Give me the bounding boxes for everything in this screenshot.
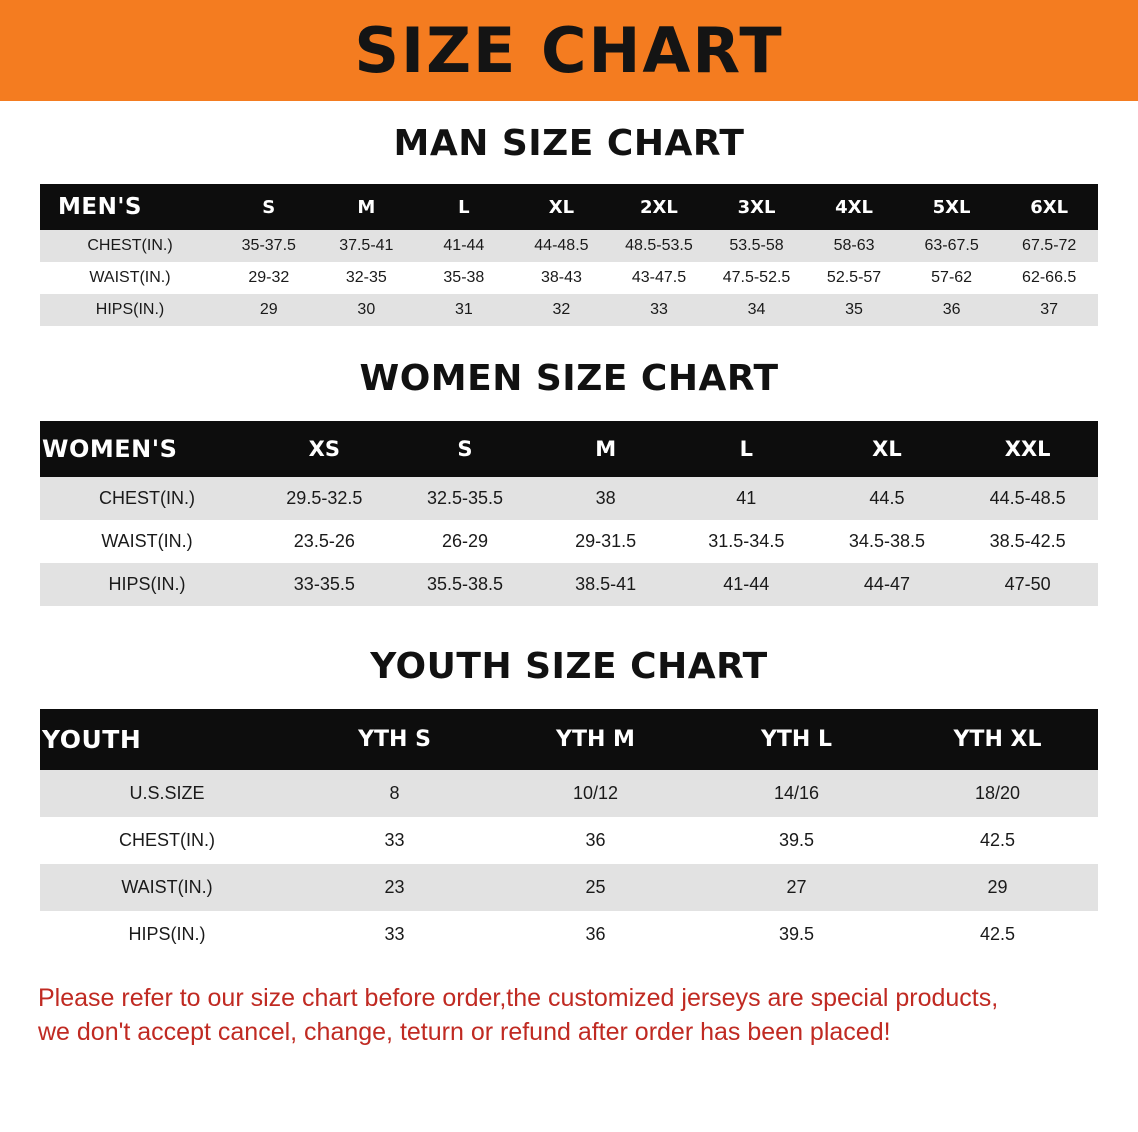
man-row-0-cell-2: 41-44	[415, 230, 513, 262]
women-header-cell-6: XXL	[957, 421, 1098, 477]
women-row-1-cell-3: 31.5-34.5	[676, 520, 817, 563]
youth-row-3-cell-1: 36	[495, 911, 696, 958]
page-title: SIZE CHART	[354, 13, 784, 87]
women-row-2-cell-3: 41-44	[676, 563, 817, 606]
man-section-title: MAN SIZE CHART	[393, 123, 745, 164]
youth-section-title: YOUTH SIZE CHART	[370, 646, 768, 687]
youth-header-cell-4: YTH XL	[897, 709, 1098, 770]
man-row-2-cell-0: 29	[220, 294, 318, 326]
youth-table-head	[40, 709, 1098, 770]
women-row-1-cell-4: 34.5-38.5	[817, 520, 958, 563]
header-banner	[0, 0, 1138, 101]
youth-row-2-label: WAIST(IN.)	[40, 864, 294, 911]
women-row-1-cell-2: 29-31.5	[535, 520, 676, 563]
women-size-table	[40, 421, 1098, 606]
women-header-cell-1: XS	[254, 421, 395, 477]
man-table-wrap	[40, 184, 1098, 326]
man-row-0-cell-0: 35-37.5	[220, 230, 318, 262]
man-row-1-cell-5: 47.5-52.5	[708, 262, 806, 294]
women-row-1-cell-1: 26-29	[395, 520, 536, 563]
women-row-0-label: CHEST(IN.)	[40, 477, 254, 520]
man-row-0-cell-5: 53.5-58	[708, 230, 806, 262]
man-header-cell-2: M	[318, 184, 416, 230]
youth-size-table	[40, 709, 1098, 958]
man-row-2-cell-3: 32	[513, 294, 611, 326]
women-header-cell-5: XL	[817, 421, 958, 477]
table-row	[40, 817, 1098, 864]
man-row-1-cell-8: 62-66.5	[1000, 262, 1098, 294]
man-row-0-cell-6: 58-63	[805, 230, 903, 262]
youth-header-row	[40, 709, 1098, 770]
table-row	[40, 294, 1098, 326]
women-row-0-cell-2: 38	[535, 477, 676, 520]
women-header-cell-3: M	[535, 421, 676, 477]
youth-row-1-cell-1: 36	[495, 817, 696, 864]
women-row-0-cell-1: 32.5-35.5	[395, 477, 536, 520]
man-table-body	[40, 230, 1098, 326]
man-row-1-cell-6: 52.5-57	[805, 262, 903, 294]
man-size-table	[40, 184, 1098, 326]
man-header-cell-0: MEN'S	[40, 184, 220, 230]
man-row-0-label: CHEST(IN.)	[40, 230, 220, 262]
table-row	[40, 770, 1098, 817]
man-header-cell-7: 4XL	[805, 184, 903, 230]
table-row	[40, 262, 1098, 294]
man-row-1-cell-1: 32-35	[318, 262, 416, 294]
youth-row-1-cell-3: 42.5	[897, 817, 1098, 864]
man-header-cell-8: 5XL	[903, 184, 1001, 230]
women-section-title: WOMEN SIZE CHART	[359, 358, 779, 399]
table-row	[40, 230, 1098, 262]
women-row-2-cell-1: 35.5-38.5	[395, 563, 536, 606]
man-header-cell-3: L	[415, 184, 513, 230]
women-row-0-cell-5: 44.5-48.5	[957, 477, 1098, 520]
youth-row-2-cell-1: 25	[495, 864, 696, 911]
youth-row-2-cell-0: 23	[294, 864, 495, 911]
man-row-1-cell-0: 29-32	[220, 262, 318, 294]
man-row-2-cell-1: 30	[318, 294, 416, 326]
women-row-1-label: WAIST(IN.)	[40, 520, 254, 563]
women-row-2-cell-5: 47-50	[957, 563, 1098, 606]
man-row-2-cell-7: 36	[903, 294, 1001, 326]
women-header-cell-2: S	[395, 421, 536, 477]
man-row-2-cell-2: 31	[415, 294, 513, 326]
table-row	[40, 864, 1098, 911]
women-row-2-cell-0: 33-35.5	[254, 563, 395, 606]
man-row-2-label: HIPS(IN.)	[40, 294, 220, 326]
youth-row-0-cell-1: 10/12	[495, 770, 696, 817]
youth-table-body	[40, 770, 1098, 958]
youth-header-cell-2: YTH M	[495, 709, 696, 770]
man-header-cell-6: 3XL	[708, 184, 806, 230]
table-row	[40, 477, 1098, 520]
women-row-0-cell-4: 44.5	[817, 477, 958, 520]
man-row-1-cell-3: 38-43	[513, 262, 611, 294]
youth-row-0-cell-0: 8	[294, 770, 495, 817]
youth-header-cell-1: YTH S	[294, 709, 495, 770]
women-table-wrap	[40, 421, 1098, 606]
youth-row-1-label: CHEST(IN.)	[40, 817, 294, 864]
youth-row-0-label: U.S.SIZE	[40, 770, 294, 817]
youth-row-1-cell-2: 39.5	[696, 817, 897, 864]
man-header-cell-4: XL	[513, 184, 611, 230]
women-row-0-cell-0: 29.5-32.5	[254, 477, 395, 520]
man-header-cell-9: 6XL	[1000, 184, 1098, 230]
women-row-2-label: HIPS(IN.)	[40, 563, 254, 606]
table-row	[40, 563, 1098, 606]
table-row	[40, 911, 1098, 958]
women-row-0-cell-3: 41	[676, 477, 817, 520]
man-row-0-cell-4: 48.5-53.5	[610, 230, 708, 262]
man-row-2-cell-6: 35	[805, 294, 903, 326]
table-row	[40, 520, 1098, 563]
man-row-2-cell-8: 37	[1000, 294, 1098, 326]
women-row-1-cell-0: 23.5-26	[254, 520, 395, 563]
man-table-head	[40, 184, 1098, 230]
youth-row-2-cell-3: 29	[897, 864, 1098, 911]
man-row-2-cell-5: 34	[708, 294, 806, 326]
disclaimer-line-1: Please refer to our size chart before order,the customized jerseys are special products,	[38, 984, 999, 1012]
youth-row-3-label: HIPS(IN.)	[40, 911, 294, 958]
man-row-2-cell-4: 33	[610, 294, 708, 326]
youth-row-3-cell-0: 33	[294, 911, 495, 958]
man-row-1-cell-2: 35-38	[415, 262, 513, 294]
youth-row-3-cell-2: 39.5	[696, 911, 897, 958]
man-header-cell-5: 2XL	[610, 184, 708, 230]
man-row-0-cell-7: 63-67.5	[903, 230, 1001, 262]
youth-header-cell-0: YOUTH	[40, 709, 294, 770]
youth-row-0-cell-2: 14/16	[696, 770, 897, 817]
youth-table-wrap	[40, 709, 1098, 958]
man-row-1-label: WAIST(IN.)	[40, 262, 220, 294]
women-header-row	[40, 421, 1098, 477]
women-header-cell-4: L	[676, 421, 817, 477]
women-table-head	[40, 421, 1098, 477]
disclaimer-note	[38, 982, 1100, 1050]
women-table-body	[40, 477, 1098, 606]
youth-row-2-cell-2: 27	[696, 864, 897, 911]
disclaimer-line-2: we don't accept cancel, change, teturn or refund after order has been placed!	[38, 1017, 891, 1046]
women-row-2-cell-4: 44-47	[817, 563, 958, 606]
man-header-cell-1: S	[220, 184, 318, 230]
man-header-row	[40, 184, 1098, 230]
women-row-2-cell-2: 38.5-41	[535, 563, 676, 606]
women-header-cell-0: WOMEN'S	[40, 421, 254, 477]
man-row-1-cell-7: 57-62	[903, 262, 1001, 294]
youth-row-0-cell-3: 18/20	[897, 770, 1098, 817]
youth-row-3-cell-3: 42.5	[897, 911, 1098, 958]
man-row-1-cell-4: 43-47.5	[610, 262, 708, 294]
man-row-0-cell-3: 44-48.5	[513, 230, 611, 262]
youth-row-1-cell-0: 33	[294, 817, 495, 864]
man-row-0-cell-8: 67.5-72	[1000, 230, 1098, 262]
youth-header-cell-3: YTH L	[696, 709, 897, 770]
women-row-1-cell-5: 38.5-42.5	[957, 520, 1098, 563]
man-row-0-cell-1: 37.5-41	[318, 230, 416, 262]
